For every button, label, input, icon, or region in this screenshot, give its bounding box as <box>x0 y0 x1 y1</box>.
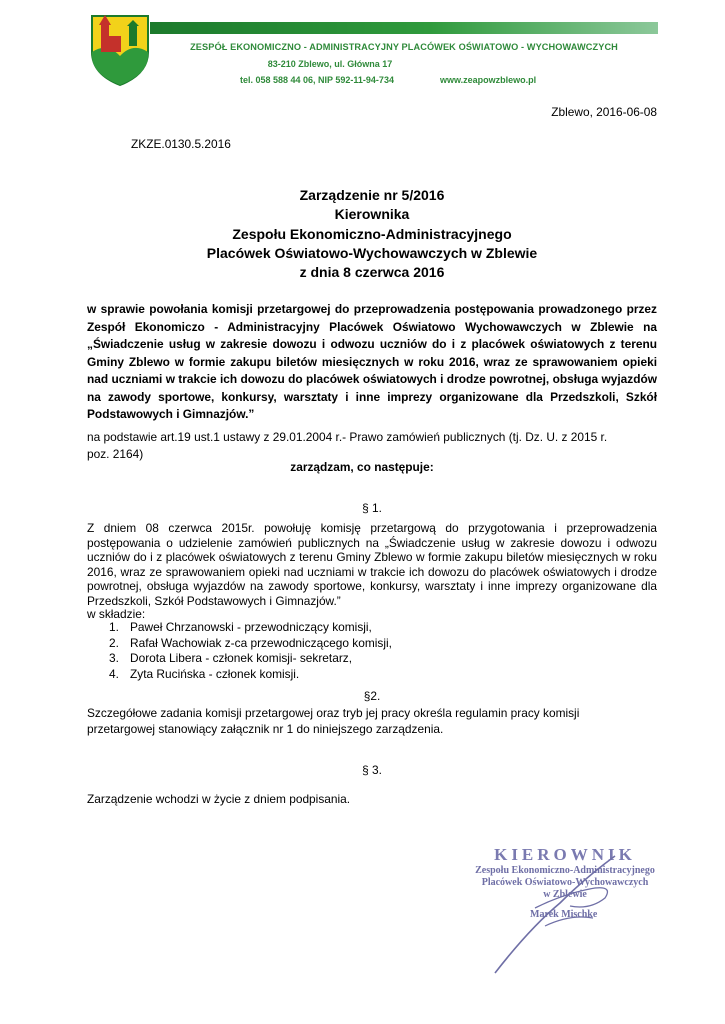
section-3-text: Zarządzenie wchodzi w życie z dniem podpisania. <box>87 792 351 806</box>
list-item-text: Paweł Chrzanowski - przewodniczący komisji, <box>130 620 372 634</box>
decree-phrase: zarządzam, co następuje: <box>290 460 434 474</box>
document-title <box>87 186 657 282</box>
list-item <box>87 651 392 667</box>
stamp-line: Zespołu Ekonomiczno-Administracyjnego <box>475 865 655 876</box>
list-item-number: 2. <box>109 635 119 650</box>
list-item <box>87 636 392 652</box>
institution-phone-nip: tel. 058 588 44 06, NIP 592-11-94-734 <box>240 75 394 85</box>
section-2-heading: §2. <box>363 689 381 703</box>
section-1-text: Z dniem 08 czerwca 2015r. powołuję komisję przetargową do przygotowania i przeprowadzenia postępowania o udzielenie zamówień publicznych na „Świadczenie usług w zakresie dowozu i odwozu uczniów do i z placówek oświatowych z terenu Gminy Zblewo w formie zakupu biletów miesięcznych w roku 2016, wraz ze sprawowaniem opieki nad uczniami w trakcie ich dowozu do placówek oświatowych i drodze powrotnej, obsługa wyjazdów na zawody sportowe, konkursy, warsztaty i inne imprezy organizowane dla Przedszkoli, Szkół Podstawowych i Gimnazjów.” <box>87 521 657 608</box>
section-2-text: Szczegółowe zadania komisji przetargowej oraz tryb jej pracy określa regulamin pracy komisji przetargowej stanowiący załącznik nr 1 do niniejszego zarządzenia. <box>87 706 580 736</box>
title-line: Zespołu Ekonomiczno-Administracyjnego <box>232 225 512 242</box>
document-subject: w sprawie powołania komisji przetargowej do przeprowadzenia postępowania prowadzonego przez Zespół Ekonomiczo - Administracyjny Placówek Oświatowo Wychowawczych w Zblewie na „Świadczenie usług w zakresie dowozu i odwozu uczniów do i z placówek oświatowych z terenu Gminy Zblewo w formie zakupu biletów miesięcznych w roku 2016, wraz ze sprawowaniem opieki nad uczniami w trakcie ich dowozu do placówek oświatowych i drodze powrotnej, obsługa wyjazdów na zawody sportowe, konkursy, warsztaty i inne imprezy organizowane dla Przedszkoli, Szkół Podstawowych i Gimnazjów.” <box>87 302 657 421</box>
letterhead-bar <box>150 22 658 34</box>
institution-website: www.zeapowzblewo.pl <box>440 75 537 85</box>
municipal-crest-icon <box>87 12 153 88</box>
composition-label: w składzie: <box>87 607 146 621</box>
title-line: Kierownika <box>334 206 410 223</box>
institution-name: ZESPÓŁ EKONOMICZNO - ADMINISTRACYJNY PLACÓWEK OŚWIATOWO - WYCHOWAWCZYCH <box>190 42 618 52</box>
legal-basis: na podstawie art.19 ust.1 ustawy z 29.01.2004 r.- Prawo zamówień publicznych (tj. Dz. U. z 2015 r. poz. 2164) <box>87 430 608 461</box>
place-date: Zblewo, 2016-06-08 <box>551 105 657 119</box>
committee-members-list <box>87 620 392 682</box>
stamp-line: Placówek Oświatowo-Wychowawczych <box>481 877 649 888</box>
list-item-text: Rafał Wachowiak z-ca przewodniczącego komisji, <box>130 635 392 650</box>
list-item-text: Dorota Libera - członek komisji- sekretarz, <box>130 651 353 666</box>
handwritten-signature-icon <box>475 848 635 978</box>
list-item-text: Zyta Rucińska - członek komisji. <box>130 666 300 681</box>
stamp-signatory: Marek Mischke <box>530 909 598 920</box>
stamp-line: w Zblewie <box>543 889 587 900</box>
stamp-title: KIEROWNIK <box>494 845 636 864</box>
list-item-number: 4. <box>109 666 119 681</box>
list-item <box>87 667 392 683</box>
title-line: Zarządzenie nr 5/2016 <box>299 187 445 203</box>
title-line: Placówek Oświatowo-Wychowawczych w Zblewie <box>206 244 538 261</box>
list-item-number: 1. <box>109 620 119 634</box>
section-3-heading: § 3. <box>362 763 382 777</box>
reference-number: ZKZE.0130.5.2016 <box>131 137 231 151</box>
title-line: z dnia 8 czerwca 2016 <box>299 264 445 281</box>
institution-address: 83-210 Zblewo, ul. Główna 17 <box>267 59 393 69</box>
list-item <box>87 620 392 636</box>
list-item-number: 3. <box>109 651 119 666</box>
section-1-heading: § 1. <box>362 501 382 515</box>
